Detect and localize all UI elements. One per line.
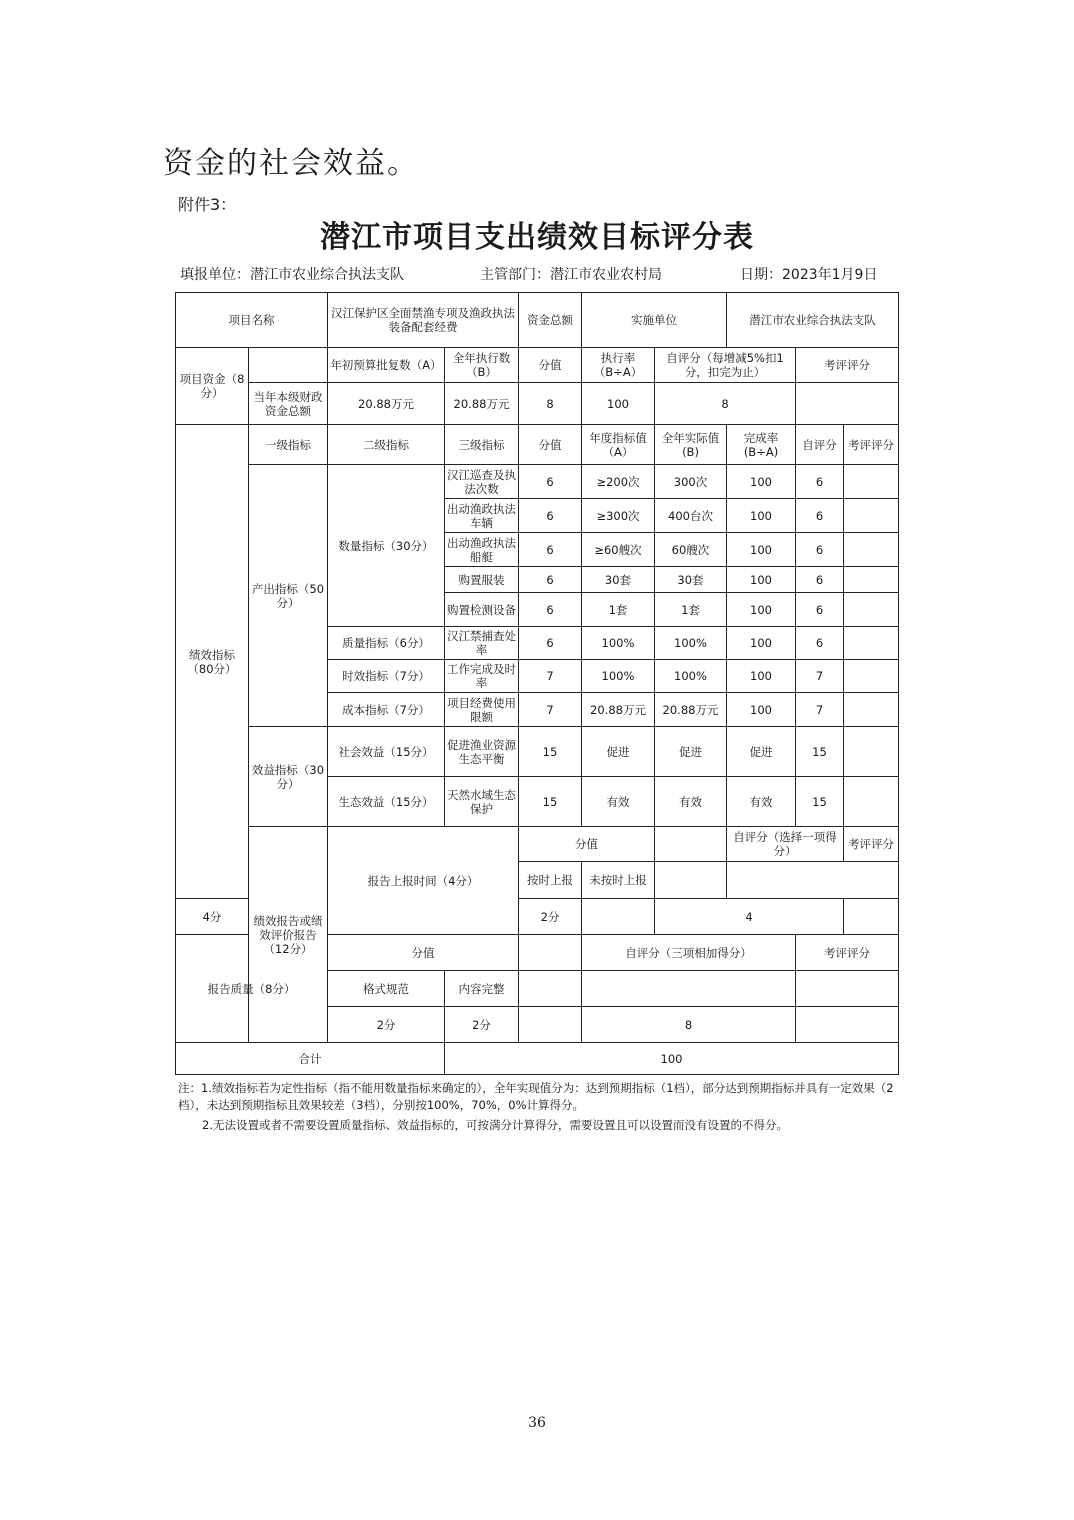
indicator-name: 工作完成及时率: [445, 660, 519, 693]
indicator-self: 6: [796, 567, 844, 593]
indicator-review: [844, 533, 899, 567]
indicator-review: [844, 727, 899, 777]
lead-text: 资金的社会效益。: [163, 146, 419, 181]
indicator-score: 15: [519, 727, 582, 777]
indicator-name: 出动渔政执法船艇: [445, 533, 519, 567]
report-time-label: 报告上报时间（4分）: [328, 827, 519, 935]
indicator-target: 促进: [582, 727, 655, 777]
indicator-review: [844, 660, 899, 693]
indicator-rate: 促进: [727, 727, 796, 777]
empty-cell: [844, 899, 899, 935]
quantity-indicator-label: 数量指标（30分）: [328, 465, 445, 627]
report-section-label: 绩效报告或绩效评价报告（12分）: [249, 827, 328, 1043]
indicator-self: 15: [796, 727, 844, 777]
report-quality-label: 报告质量（8分）: [176, 935, 328, 1043]
indicator-self: 15: [796, 777, 844, 827]
cost-indicator-label: 成本指标（7分）: [328, 693, 445, 727]
format-score: 2分: [328, 1007, 445, 1043]
content-score: 2分: [445, 1007, 519, 1043]
empty-cell: [519, 1007, 582, 1043]
indicator-self: 6: [796, 627, 844, 660]
attachment-label: 附件3：: [178, 195, 237, 214]
indicator-review: [844, 465, 899, 499]
indicator-name: 购置检测设备: [445, 593, 519, 627]
ontime-label: 按时上报: [519, 862, 582, 899]
benefit-indicator-label: 效益指标（30分）: [249, 727, 328, 827]
indicator-actual: 100%: [655, 627, 727, 660]
indicator-target: ≥200次: [582, 465, 655, 499]
indicator-score: 7: [519, 660, 582, 693]
indicator-rate: 100: [727, 693, 796, 727]
page-title: 潜江市项目支出绩效目标评分表: [320, 220, 754, 255]
indicator-name: 项目经费使用限额: [445, 693, 519, 727]
note-2: 2.无法设置或者不需要设置质量指标、效益指标的，可按满分计算得分，需要设置且可以设置而没有设置的不得分。: [202, 1118, 788, 1132]
perf-section-label: 绩效指标（80分）: [176, 425, 249, 899]
perf-self-header: 自评分: [796, 425, 844, 465]
funds-total-label: 资金总额: [519, 293, 582, 348]
late-label: 未按时上报: [582, 862, 655, 899]
funds-score-value: 8: [519, 383, 582, 425]
funds-self-value: 8: [655, 383, 796, 425]
ontime-score: 4分: [176, 899, 249, 935]
budget-value: 20.88万元: [328, 383, 445, 425]
indicator-target: 有效: [582, 777, 655, 827]
indicator-actual: 100%: [655, 660, 727, 693]
budget-header: 年初预算批复数（A）: [328, 348, 445, 383]
indicator-rate: 100: [727, 533, 796, 567]
indicator-score: 6: [519, 593, 582, 627]
funds-review-header: 考评评分: [796, 348, 899, 383]
target-header: 年度指标值（A）: [582, 425, 655, 465]
indicator-review: [844, 593, 899, 627]
competent-department: 主管部门：潜江市农业农村局: [480, 267, 662, 283]
exec-rate-value: 100: [582, 383, 655, 425]
indicator-name: 购置服装: [445, 567, 519, 593]
indicator-score: 6: [519, 499, 582, 533]
empty-cell: [796, 1007, 899, 1043]
level3-header: 三级指标: [445, 425, 519, 465]
indicator-target: 1套: [582, 593, 655, 627]
report-quality-score-header: 分值: [328, 935, 519, 971]
funds-review-value: [796, 383, 899, 425]
filing-unit: 填报单位：潜江市农业综合执法支队: [180, 267, 404, 283]
exec-header: 全年执行数（B）: [445, 348, 519, 383]
empty-cell: [519, 971, 582, 1007]
perf-review-header: 考评评分: [844, 425, 899, 465]
indicator-target: 30套: [582, 567, 655, 593]
exec-rate-header: 执行率（B÷A）: [582, 348, 655, 383]
report-quality-self-header: 自评分（三项相加得分）: [582, 935, 796, 971]
late-score: 2分: [519, 899, 582, 935]
indicator-self: 6: [796, 593, 844, 627]
format-label: 格式规范: [328, 971, 445, 1007]
indicator-self: 6: [796, 465, 844, 499]
report-quality-review-header: 考评评分: [796, 935, 899, 971]
report-time-self-header: 自评分（选择一项得分）: [727, 827, 844, 862]
funds-self-header: 自评分（每增减5%扣1分，扣完为止）: [655, 348, 796, 383]
indicator-rate: 100: [727, 627, 796, 660]
project-name-value: 汉江保护区全面禁渔专项及渔政执法装备配套经费: [328, 293, 519, 348]
indicator-review: [844, 499, 899, 533]
project-name-label: 项目名称: [176, 293, 328, 348]
funds-row-label: 当年本级财政资金总额: [249, 383, 328, 425]
empty-cell: [727, 862, 899, 899]
total-value: 100: [445, 1043, 899, 1075]
report-time-review-header: 考评评分: [844, 827, 899, 862]
indicator-review: [844, 693, 899, 727]
output-indicator-label: 产出指标（50分）: [249, 465, 328, 727]
impl-unit-value: 潜江市农业综合执法支队: [727, 293, 899, 348]
level2-header: 二级指标: [328, 425, 445, 465]
indicator-rate: 100: [727, 593, 796, 627]
indicator-actual: 20.88万元: [655, 693, 727, 727]
completion-header: 完成率(B÷A): [727, 425, 796, 465]
eco-benefit-label: 生态效益（15分）: [328, 777, 445, 827]
report-time-self-value: 4: [655, 899, 844, 935]
indicator-self: 6: [796, 499, 844, 533]
quality-indicator-label: 质量指标（6分）: [328, 627, 445, 660]
note-1: 注：1.绩效指标若为定性指标（指不能用数量指标来确定的），全年实现值分为：达到预期指标（1档），部分达到预期指标并具有一定效果（2档），未达到预期指标且效果较差（3档），分别按100%，70%，0%计算得分。: [178, 1081, 894, 1112]
indicator-review: [844, 627, 899, 660]
report-quality-self-value: 8: [582, 1007, 796, 1043]
indicator-rate: 100: [727, 499, 796, 533]
page-number: 36: [528, 1415, 546, 1431]
content-label: 内容完整: [445, 971, 519, 1007]
exec-value: 20.88万元: [445, 383, 519, 425]
level1-header: 一级指标: [249, 425, 328, 465]
funds-section-label: 项目资金（8分）: [176, 348, 249, 425]
total-label: 合计: [176, 1043, 445, 1075]
indicator-name: 汉江巡查及执法次数: [445, 465, 519, 499]
indicator-rate: 有效: [727, 777, 796, 827]
indicator-score: 6: [519, 567, 582, 593]
indicator-review: [844, 777, 899, 827]
indicator-actual: 30套: [655, 567, 727, 593]
empty-cell: [582, 899, 655, 935]
indicator-self: 7: [796, 693, 844, 727]
indicator-target: 100%: [582, 627, 655, 660]
indicator-rate: 100: [727, 567, 796, 593]
indicator-name: 天然水域生态保护: [445, 777, 519, 827]
indicator-actual: 有效: [655, 777, 727, 827]
report-time-score-header: 分值: [519, 827, 655, 862]
indicator-score: 6: [519, 627, 582, 660]
indicator-self: 7: [796, 660, 844, 693]
indicator-actual: 300次: [655, 465, 727, 499]
perf-score-header: 分值: [519, 425, 582, 465]
indicator-name: 汉江禁捕查处率: [445, 627, 519, 660]
indicator-actual: 1套: [655, 593, 727, 627]
indicator-target: ≥60艘次: [582, 533, 655, 567]
empty-cell: [249, 348, 328, 383]
actual-header: 全年实际值(B): [655, 425, 727, 465]
indicator-actual: 促进: [655, 727, 727, 777]
indicator-target: ≥300次: [582, 499, 655, 533]
indicator-target: 20.88万元: [582, 693, 655, 727]
indicator-score: 6: [519, 533, 582, 567]
indicator-name: 促进渔业资源生态平衡: [445, 727, 519, 777]
filing-date: 日期：2023年1月9日: [740, 267, 878, 283]
indicator-review: [844, 567, 899, 593]
indicator-rate: 100: [727, 465, 796, 499]
timeliness-indicator-label: 时效指标（7分）: [328, 660, 445, 693]
indicator-score: 15: [519, 777, 582, 827]
funds-score-header: 分值: [519, 348, 582, 383]
indicator-self: 6: [796, 533, 844, 567]
social-benefit-label: 社会效益（15分）: [328, 727, 445, 777]
empty-cell: [655, 827, 727, 862]
indicator-actual: 60艘次: [655, 533, 727, 567]
indicator-score: 7: [519, 693, 582, 727]
empty-cell: [796, 971, 899, 1007]
indicator-name: 出动渔政执法车辆: [445, 499, 519, 533]
indicator-actual: 400台次: [655, 499, 727, 533]
indicator-target: 100%: [582, 660, 655, 693]
empty-cell: [519, 935, 582, 971]
empty-cell: [655, 862, 727, 899]
empty-cell: [582, 971, 796, 1007]
impl-unit-label: 实施单位: [582, 293, 727, 348]
score-table: [175, 292, 899, 1075]
indicator-rate: 100: [727, 660, 796, 693]
table-notes: [178, 1080, 900, 1137]
indicator-score: 6: [519, 465, 582, 499]
